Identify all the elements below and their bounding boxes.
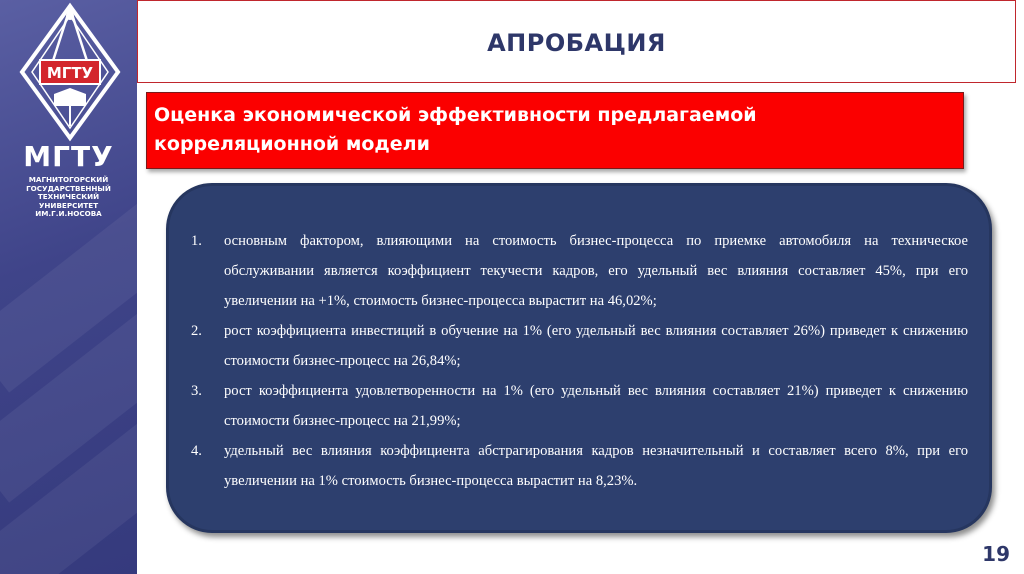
subtitle-text [154,101,954,159]
page-number: 19 [982,542,1010,566]
subtitle-line: корреляционной модели [154,133,430,155]
list-item-text: рост коэффициента удовлетворенности на 1% (его удельный вес влияния составляет 21%) приведет к снижению стоимости бизнес-процесс на 21,99%; [224,383,968,429]
list-item [191,316,968,376]
logo-subtitle [0,176,137,219]
list-item [191,436,968,496]
university-emblem-icon [18,2,122,142]
page-title: АПРОБАЦИЯ [487,28,666,57]
list-item-number: 4. [191,443,202,459]
svg-text:МГТУ: МГТУ [46,64,94,82]
logo-wordmark: МГТУ [23,140,114,173]
list-item [191,226,968,316]
list-item [191,376,968,436]
sidebar [0,0,137,574]
logo-subtitle-line: ТЕХНИЧЕСКИЙ [37,192,100,202]
logo-subtitle-line: ГОСУДАРСТВЕННЫЙ [26,183,111,193]
logo-subtitle-line: МАГНИТОГОРСКИЙ [28,175,109,184]
list-item-number: 3. [191,383,202,399]
content-panel [166,183,992,533]
list-item-number: 1. [191,233,202,249]
list-item-text: удельный вес влияния коэффициента абстрагирования кадров незначительный и составляет всего 8%, при его увеличении на 1% стоимость бизнес-процесса вырастит на 8,23%. [224,443,968,489]
logo-subtitle-line: УНИВЕРСИТЕТ [38,200,99,210]
list-item-text: основным фактором, влияющими на стоимость бизнес-процесса по приемке автомобиля на техническое обслуживании является коэффициент текучести кадров, его удельный вес влияния составляет 45%, при его увеличении на +1%, стоимость бизнес-процесса вырастит на 46,02%; [224,233,968,309]
findings-list [191,226,968,496]
subtitle-banner [146,92,964,169]
list-item-text: рост коэффициента инвестиций в обучение на 1% (его удельный вес влияния составляет 26%) приведет к снижению стоимости бизнес-процесс на 26,84%; [224,323,968,369]
subtitle-line: Оценка экономической эффективности предлагаемой [154,104,757,126]
list-item-number: 2. [191,323,202,339]
logo-subtitle-line: ИМ.Г.И.НОСОВА [35,209,102,219]
title-bar [137,0,1016,83]
